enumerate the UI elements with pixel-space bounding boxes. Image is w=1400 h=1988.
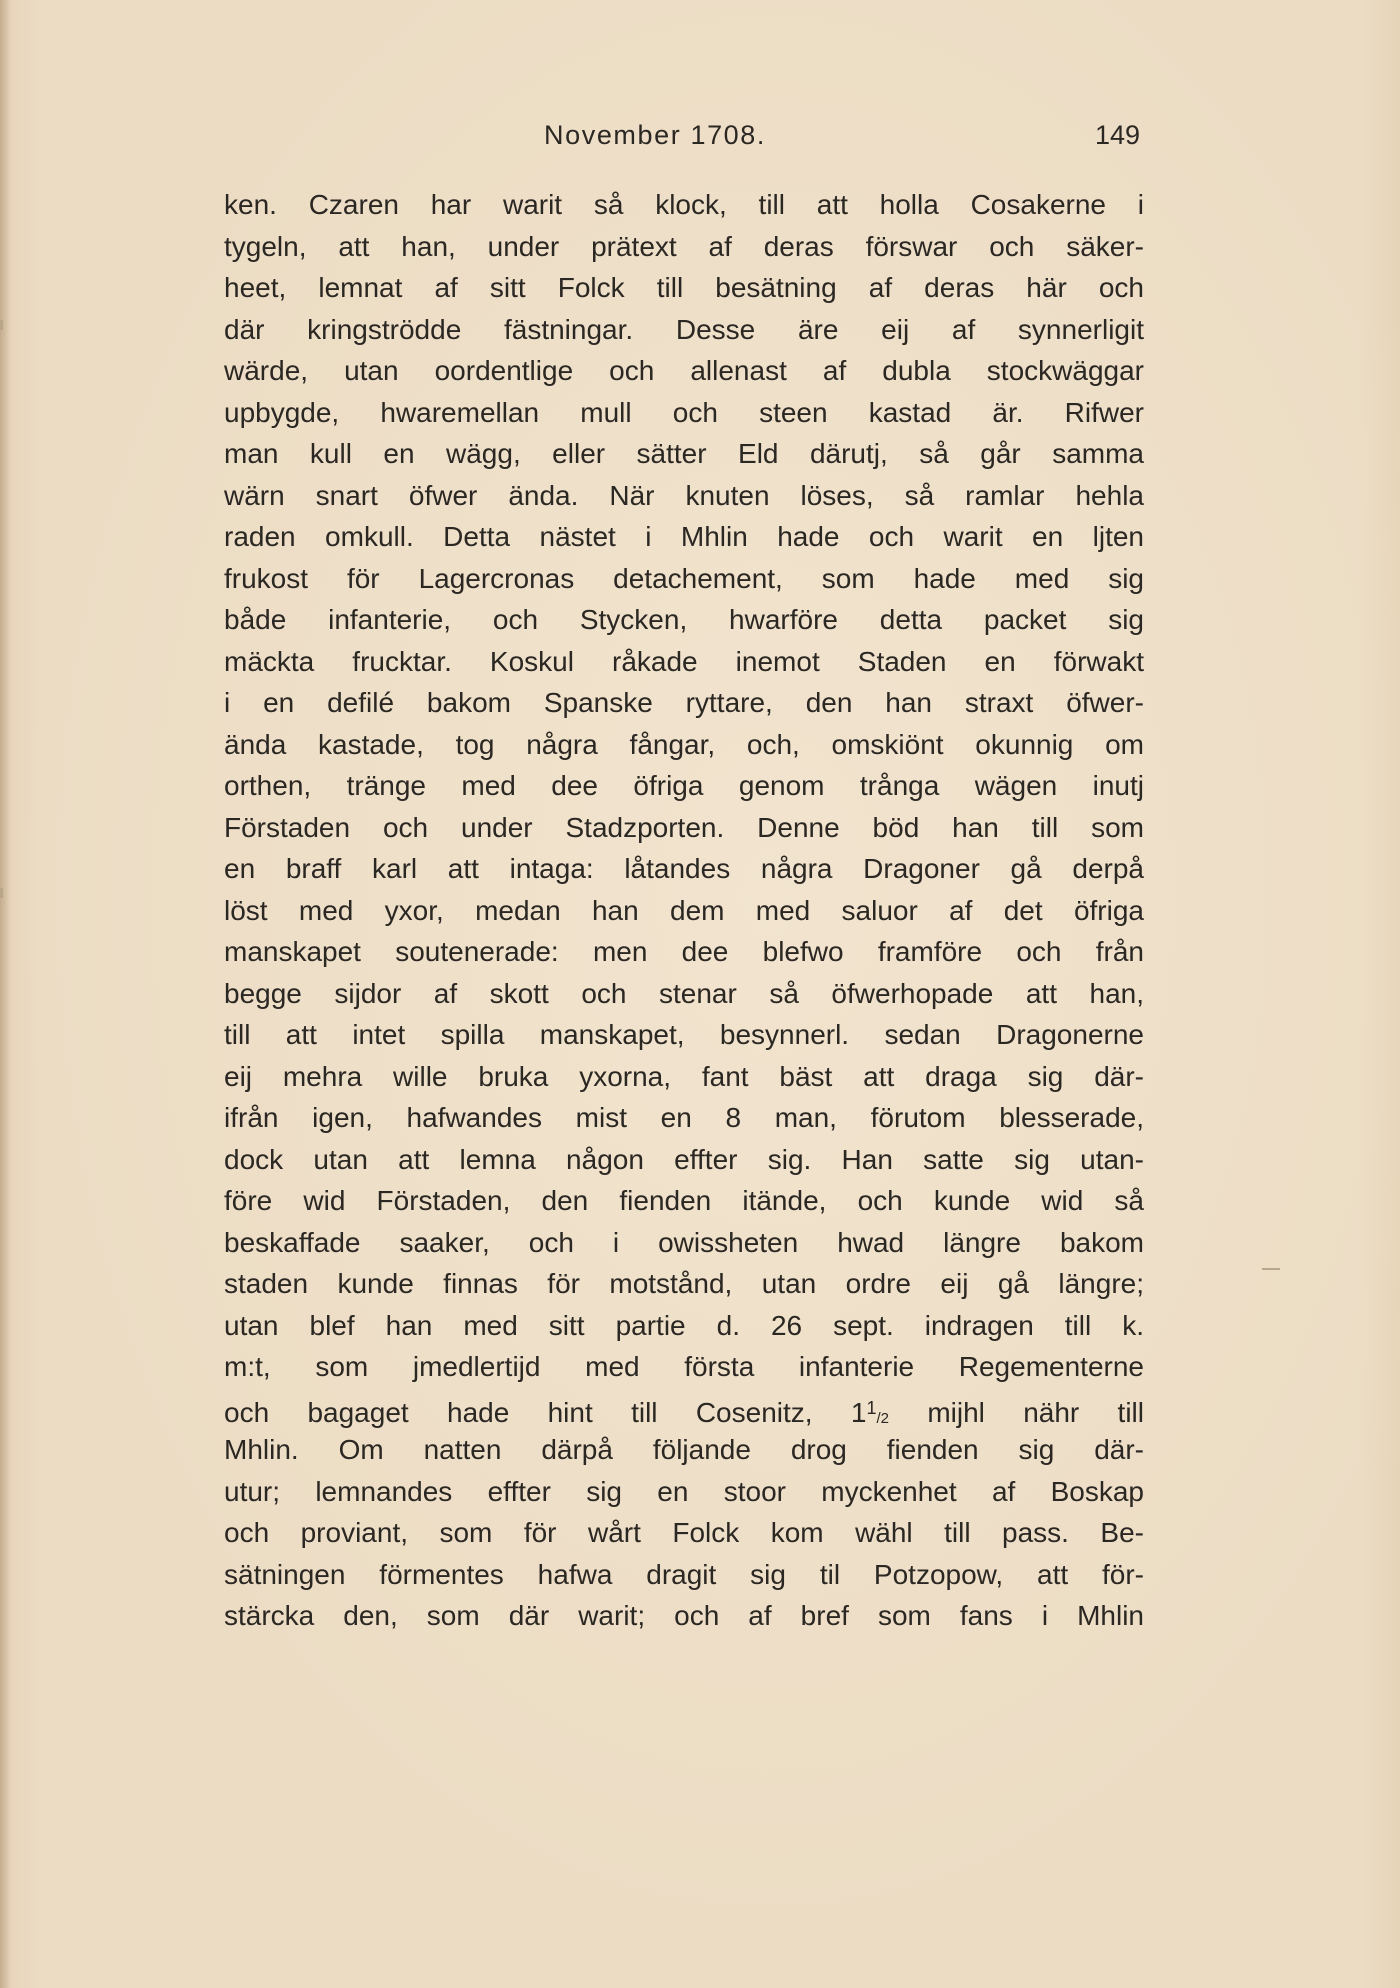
margin-speck bbox=[0, 320, 3, 330]
text-line: utan blef han med sitt partie d. 26 sept. indragen till k. bbox=[224, 1309, 1144, 1341]
text-line: ända kastade, tog några fångar, och, omskiönt okunnig om bbox=[224, 728, 1144, 760]
text-line: och proviant, som för wårt Folck kom wähl till pass. Be- bbox=[224, 1517, 1144, 1548]
body-text bbox=[224, 184, 1144, 1637]
text-line: ken. Czaren har warit så klock, till att holla Cosakerne i bbox=[224, 189, 1144, 220]
text-line: dock utan att lemna någon effter sig. Han satte sig utan- bbox=[224, 1143, 1144, 1175]
page-number: 149 bbox=[1094, 120, 1140, 150]
text-line: utur; lemnandes effter sig en stoor myckenhet af Boskap bbox=[224, 1475, 1144, 1507]
text-line: wärn snart öfwer ända. När knuten löses, så ramlar hehla bbox=[224, 479, 1144, 511]
text-line-with-fraction bbox=[224, 1388, 1144, 1430]
fraction bbox=[851, 1397, 889, 1428]
text-line: orthen, tränge med dee öfriga genom trånga wägen inutj bbox=[224, 770, 1144, 801]
text-line: man kull en wägg, eller sätter Eld därutj, så går samma bbox=[224, 438, 1144, 469]
text-line: raden omkull. Detta nästet i Mhlin hade och warit en ljten bbox=[224, 521, 1144, 552]
text-segment: mijhl nähr till bbox=[927, 1396, 1144, 1428]
margin-speck bbox=[0, 888, 3, 898]
running-head: November 1708. bbox=[544, 120, 767, 150]
margin-speck bbox=[1262, 1268, 1280, 1270]
text-line: där kringströdde fästningar. Desse äre eij af synnerligit bbox=[224, 313, 1144, 345]
text-line: begge sijdor af skott och stenar så öfwerhopade att han, bbox=[224, 977, 1144, 1009]
text-line: m:t, som jmedlertijd med första infanterie Regementerne bbox=[224, 1351, 1144, 1382]
text-line: både infanterie, och Stycken, hwarföre detta packet sig bbox=[224, 604, 1144, 635]
text-line: sätningen förmentes hafwa dragit sig til Potzopow, att för- bbox=[224, 1558, 1144, 1590]
text-line: löst med yxor, medan han dem med saluor af det öfriga bbox=[224, 894, 1144, 926]
fraction-whole: 1 bbox=[850, 1396, 867, 1428]
text-line: stärcka den, som där warit; och af bref som fans i Mhlin bbox=[224, 1600, 1144, 1631]
text-line: ifrån igen, hafwandes mist en 8 man, förutom blesserade, bbox=[224, 1102, 1144, 1133]
text-line: beskaffade saaker, och i owissheten hwad längre bakom bbox=[224, 1226, 1144, 1258]
text-line: heet, lemnat af sitt Folck till besätning af deras här och bbox=[224, 272, 1144, 303]
text-line: wärde, utan oordentlige och allenast af dubla stockwäggar bbox=[224, 355, 1144, 386]
text-line: till att intet spilla manskapet, besynnerl. sedan Dragonerne bbox=[224, 1019, 1144, 1050]
text-line: i en defilé bakom Spanske ryttare, den han straxt öfwer- bbox=[224, 687, 1144, 718]
fraction-numerator: 1 bbox=[866, 1397, 877, 1418]
text-segment: och bagaget hade hint till Cosenitz, bbox=[224, 1396, 813, 1428]
page-edge-shadow bbox=[0, 0, 10, 1988]
text-line: tygeln, att han, under prätext af deras förswar och säker- bbox=[224, 230, 1144, 262]
text-line: mäckta frucktar. Koskul råkade inemot Staden en förwakt bbox=[224, 645, 1144, 677]
text-line: före wid Förstaden, den fienden itände, och kunde wid så bbox=[224, 1185, 1144, 1216]
text-line: en braff karl att intaga: låtandes några Dragoner gå derpå bbox=[224, 853, 1144, 884]
fraction-denominator: /2 bbox=[876, 1409, 889, 1427]
text-line: upbygde, hwaremellan mull och steen kastad är. Rifwer bbox=[224, 396, 1144, 428]
text-line: Förstaden och under Stadzporten. Denne böd han till som bbox=[224, 811, 1144, 843]
text-line: manskapet souteneradе: men dee blefwo framföre och från bbox=[224, 936, 1144, 967]
text-line: staden kunde finnas för motstånd, utan ordre eij gå längre; bbox=[224, 1268, 1144, 1299]
text-line: Mhlin. Om natten därpå följande drog fienden sig där- bbox=[224, 1434, 1144, 1465]
text-line: eij mehra wille bruka yxorna, fant bäst att draga sig där- bbox=[224, 1060, 1144, 1092]
page-header bbox=[224, 120, 1144, 160]
text-line: frukost för Lagercronas detachement, som hade med sig bbox=[224, 562, 1144, 594]
